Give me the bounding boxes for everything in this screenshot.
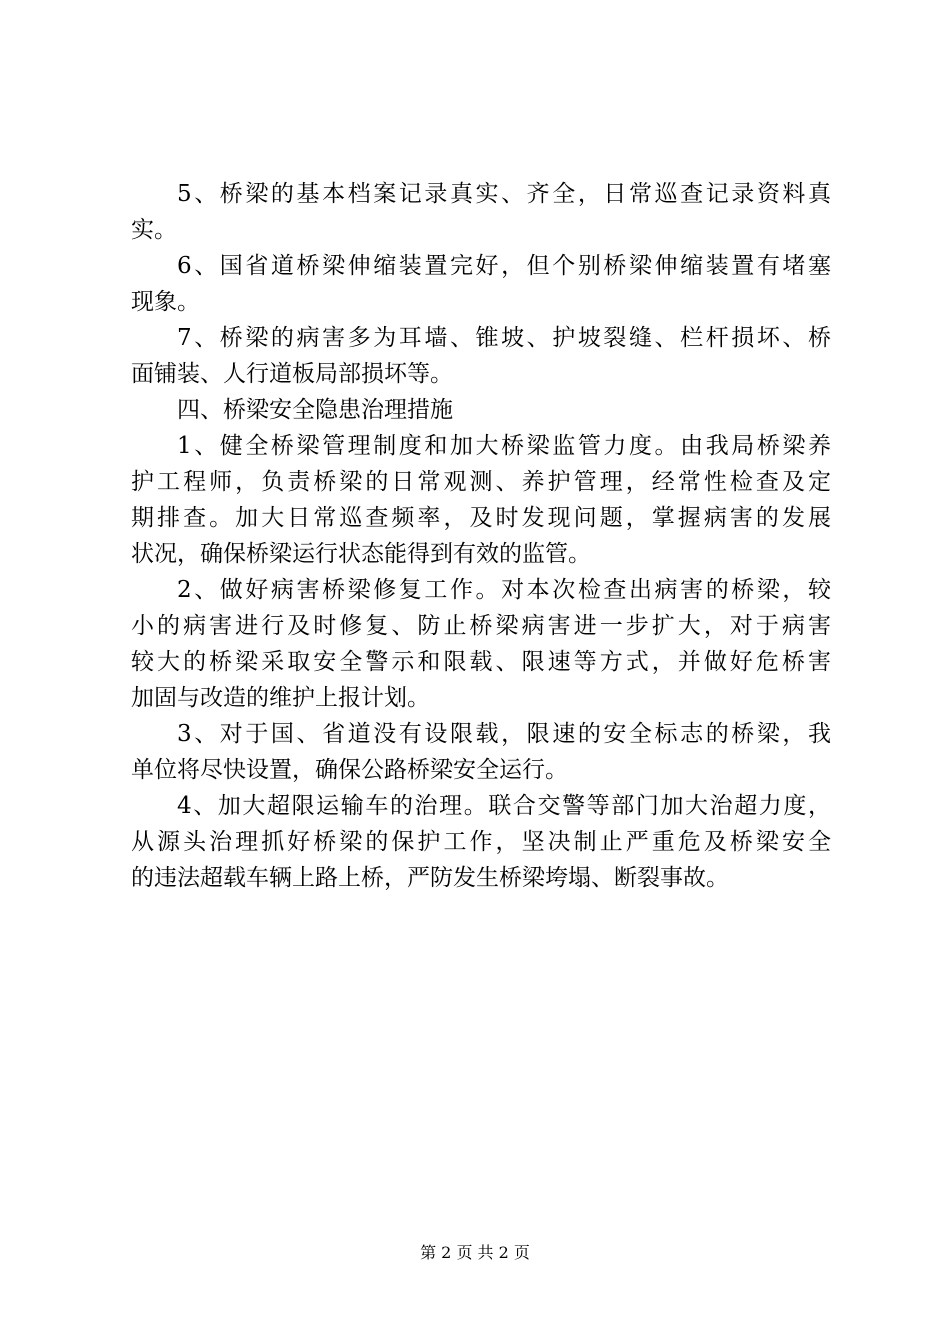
section-heading <box>131 392 831 428</box>
page-number-footer: 第 2 页 共 2 页 <box>420 1243 530 1262</box>
document-body <box>131 176 831 896</box>
text-line: 7、桥梁的病害多为耳墙、锥坡、护坡裂缝、栏杆损坏、桥 <box>177 325 831 351</box>
text-line: 6、国省道桥梁伸缩装置完好，但个别桥梁伸缩装置有堵塞 <box>177 253 831 279</box>
paragraph-item-6 <box>131 248 831 320</box>
text-line: 小的病害进行及时修复、防止桥梁病害进一步扩大，对于病害 <box>131 613 831 639</box>
text-line: 5、桥梁的基本档案记录真实、齐全，日常巡查记录资料真 <box>177 181 831 207</box>
text-line: 实。 <box>131 217 177 243</box>
text-line: 期排查。加大日常巡查频率，及时发现问题，掌握病害的发展 <box>131 505 831 531</box>
text-line: 从源头治理抓好桥梁的保护工作，坚决制止严重危及桥梁安全 <box>131 829 831 855</box>
text-line: 加固与改造的维护上报计划。 <box>131 685 430 711</box>
text-line: 面铺装、人行道板局部损坏等。 <box>131 361 453 387</box>
text-line: 较大的桥梁采取安全警示和限载、限速等方式，并做好危桥害 <box>131 649 831 675</box>
text-line: 1、健全桥梁管理制度和加大桥梁监管力度。由我局桥梁养 <box>177 433 831 459</box>
measure-item-4 <box>131 788 831 896</box>
measure-item-1 <box>131 428 831 572</box>
measure-item-3 <box>131 716 831 788</box>
section-heading-text: 四、桥梁安全隐患治理措施 <box>177 397 453 423</box>
paragraph-item-5 <box>131 176 831 248</box>
text-line: 状况，确保桥梁运行状态能得到有效的监管。 <box>131 541 591 567</box>
paragraph-item-7 <box>131 320 831 392</box>
text-line: 单位将尽快设置，确保公路桥梁安全运行。 <box>131 757 568 783</box>
measure-item-2 <box>131 572 831 716</box>
text-line: 2、做好病害桥梁修复工作。对本次检查出病害的桥梁，较 <box>177 577 831 603</box>
text-line: 护工程师，负责桥梁的日常观测、养护管理，经常性检查及定 <box>131 469 831 495</box>
text-line: 3、对于国、省道没有设限载，限速的安全标志的桥梁，我 <box>177 721 831 747</box>
text-line: 4、加大超限运输车的治理。联合交警等部门加大治超力度， <box>177 793 831 819</box>
text-line: 的违法超载车辆上路上桥，严防发生桥梁垮塌、断裂事故。 <box>131 865 729 891</box>
text-line: 现象。 <box>131 289 200 315</box>
